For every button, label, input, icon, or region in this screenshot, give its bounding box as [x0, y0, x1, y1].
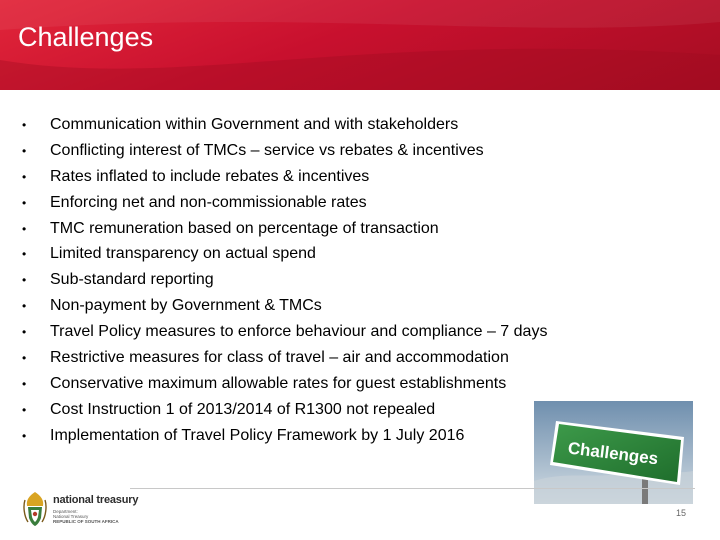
slide-title: Challenges	[18, 22, 154, 52]
list-item	[18, 267, 658, 293]
bullet-text: Travel Policy measures to enforce behaviour and compliance – 7 days	[50, 323, 548, 341]
bullet-text: Non-payment by Government & TMCs	[50, 297, 322, 315]
bullet-glyph: •	[22, 299, 27, 314]
list-item	[18, 293, 658, 319]
bullet-text: Conflicting interest of TMCs – service vs rebates & incentives	[50, 141, 484, 159]
list-item	[18, 216, 658, 242]
logo-line-1: Department:	[53, 509, 78, 514]
bullet-text: Restrictive measures for class of travel – air and accommodation	[50, 348, 509, 366]
list-item	[18, 345, 658, 371]
title-bar	[0, 0, 720, 90]
bullet-glyph: •	[22, 117, 27, 132]
list-item	[18, 190, 658, 216]
coat-of-arms-icon	[22, 490, 48, 528]
list-item	[18, 371, 658, 397]
bullet-glyph: •	[22, 376, 27, 391]
list-item	[18, 138, 658, 164]
bullet-glyph: •	[22, 221, 27, 236]
page-number: 15	[676, 508, 687, 518]
bullet-glyph: •	[22, 273, 27, 288]
bullet-text: Enforcing net and non-commissionable rates	[50, 193, 367, 211]
logo-line-3: REPUBLIC OF SOUTH AFRICA	[53, 519, 119, 524]
bullet-glyph: •	[22, 350, 27, 365]
bullet-glyph: •	[22, 247, 27, 262]
bullet-glyph: •	[22, 402, 27, 417]
bullet-glyph: •	[22, 325, 27, 340]
bullet-list	[18, 112, 658, 449]
bullet-text: Implementation of Travel Policy Framework by 1 July 2016	[50, 426, 465, 444]
bullet-text: Cost Instruction 1 of 2013/2014 of R1300 not repealed	[50, 400, 436, 418]
list-item	[18, 112, 658, 138]
logo-brand-text: national treasury	[53, 494, 139, 506]
list-item	[18, 319, 658, 345]
bullet-text: Communication within Government and with stakeholders	[50, 115, 459, 133]
list-item	[18, 164, 658, 190]
bullet-text: Limited transparency on actual spend	[50, 245, 316, 263]
bullet-glyph: •	[22, 195, 27, 210]
bullet-text: Conservative maximum allowable rates for guest establishments	[50, 374, 507, 392]
bullet-text: TMC remuneration based on percentage of transaction	[50, 219, 439, 237]
bullet-text: Rates inflated to include rebates & incentives	[50, 167, 370, 185]
bullet-glyph: •	[22, 169, 27, 184]
footer-divider	[130, 488, 695, 489]
sign-text: Challenges	[566, 438, 660, 469]
bullet-glyph: •	[22, 428, 27, 443]
national-treasury-logo	[22, 490, 152, 530]
logo-line-2: National Treasury	[53, 514, 89, 519]
list-item	[18, 241, 658, 267]
bullet-glyph: •	[22, 143, 27, 158]
bullet-text: Sub-standard reporting	[50, 271, 214, 289]
